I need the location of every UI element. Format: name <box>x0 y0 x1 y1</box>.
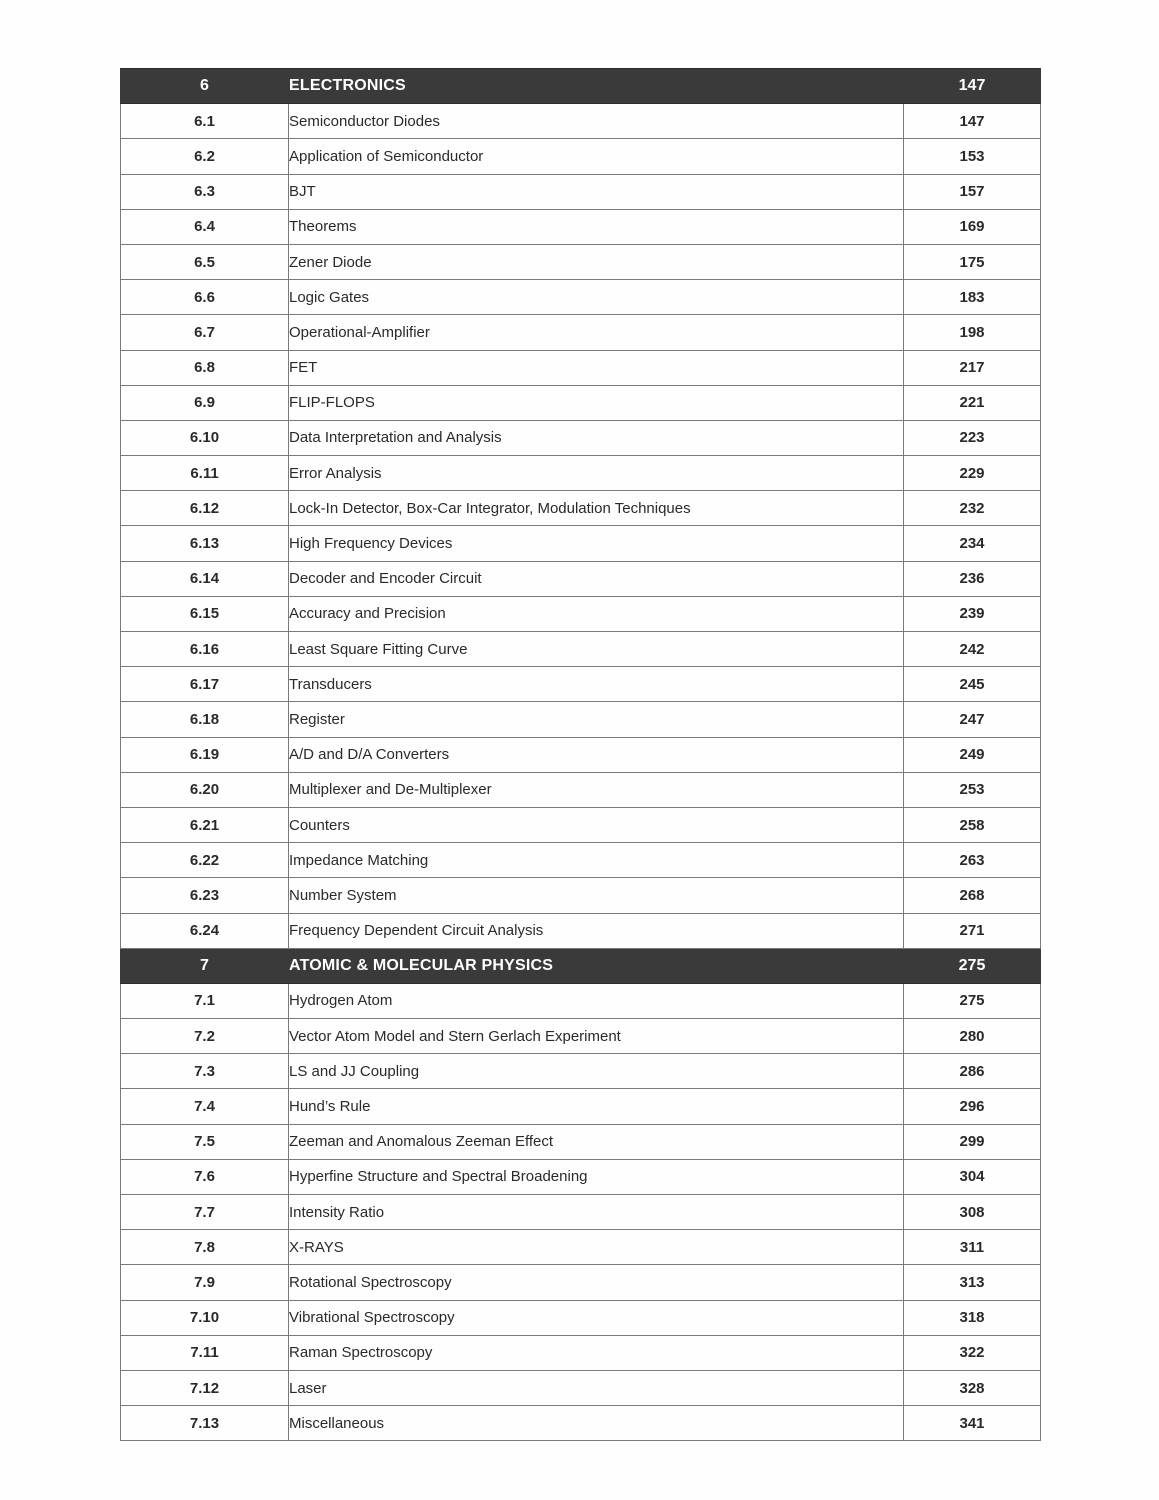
row-page-cell: 232 <box>904 491 1041 526</box>
row-page-cell: 217 <box>904 350 1041 385</box>
row-page-cell: 258 <box>904 807 1041 842</box>
row-page-cell: 229 <box>904 456 1041 491</box>
row-number-cell: 7.1 <box>121 983 289 1018</box>
section-title-cell: ATOMIC & MOLECULAR PHYSICS <box>289 948 904 983</box>
row-number-cell: 6.12 <box>121 491 289 526</box>
row-number-cell: 7.5 <box>121 1124 289 1159</box>
row-number-cell: 7.7 <box>121 1195 289 1230</box>
row-number-cell: 7.13 <box>121 1406 289 1441</box>
row-number-cell: 7.6 <box>121 1159 289 1194</box>
table-row <box>121 1124 1041 1159</box>
row-number-cell: 6.3 <box>121 174 289 209</box>
row-title-cell: Least Square Fitting Curve <box>289 632 904 667</box>
row-number-cell: 6.20 <box>121 772 289 807</box>
row-title-cell: Operational-Amplifier <box>289 315 904 350</box>
table-row <box>121 491 1041 526</box>
row-title-cell: Vibrational Spectroscopy <box>289 1300 904 1335</box>
row-number-cell: 6.13 <box>121 526 289 561</box>
table-row <box>121 913 1041 948</box>
row-number-cell: 6.17 <box>121 667 289 702</box>
row-page-cell: 175 <box>904 244 1041 279</box>
row-page-cell: 198 <box>904 315 1041 350</box>
row-title-cell: Miscellaneous <box>289 1406 904 1441</box>
row-number-cell: 6.24 <box>121 913 289 948</box>
row-title-cell: Number System <box>289 878 904 913</box>
table-row <box>121 1370 1041 1405</box>
table-row <box>121 1054 1041 1089</box>
row-title-cell: Hyperfine Structure and Spectral Broadening <box>289 1159 904 1194</box>
table-row <box>121 350 1041 385</box>
row-page-cell: 234 <box>904 526 1041 561</box>
row-number-cell: 6.23 <box>121 878 289 913</box>
row-number-cell: 7.2 <box>121 1019 289 1054</box>
row-page-cell: 271 <box>904 913 1041 948</box>
row-title-cell: Laser <box>289 1370 904 1405</box>
row-title-cell: Register <box>289 702 904 737</box>
row-page-cell: 318 <box>904 1300 1041 1335</box>
table-row <box>121 843 1041 878</box>
section-page-cell: 275 <box>904 948 1041 983</box>
row-number-cell: 6.15 <box>121 596 289 631</box>
table-row <box>121 807 1041 842</box>
row-page-cell: 296 <box>904 1089 1041 1124</box>
table-row <box>121 772 1041 807</box>
row-page-cell: 236 <box>904 561 1041 596</box>
section-title-cell: ELECTRONICS <box>289 69 904 104</box>
table-row <box>121 667 1041 702</box>
row-title-cell: A/D and D/A Converters <box>289 737 904 772</box>
table-of-contents <box>120 68 1041 1441</box>
table-row <box>121 1089 1041 1124</box>
row-number-cell: 6.6 <box>121 280 289 315</box>
row-title-cell: Counters <box>289 807 904 842</box>
row-title-cell: Decoder and Encoder Circuit <box>289 561 904 596</box>
section-number-cell: 6 <box>121 69 289 104</box>
row-page-cell: 253 <box>904 772 1041 807</box>
row-title-cell: Error Analysis <box>289 456 904 491</box>
row-title-cell: BJT <box>289 174 904 209</box>
row-title-cell: Hund’s Rule <box>289 1089 904 1124</box>
table-row <box>121 1019 1041 1054</box>
row-title-cell: Rotational Spectroscopy <box>289 1265 904 1300</box>
section-page-cell: 147 <box>904 69 1041 104</box>
table-row <box>121 1265 1041 1300</box>
table-row <box>121 702 1041 737</box>
row-title-cell: Logic Gates <box>289 280 904 315</box>
row-page-cell: 322 <box>904 1335 1041 1370</box>
row-title-cell: Zeeman and Anomalous Zeeman Effect <box>289 1124 904 1159</box>
row-number-cell: 6.16 <box>121 632 289 667</box>
table-row <box>121 737 1041 772</box>
table-row <box>121 632 1041 667</box>
row-page-cell: 268 <box>904 878 1041 913</box>
row-page-cell: 157 <box>904 174 1041 209</box>
table-row <box>121 561 1041 596</box>
row-title-cell: Raman Spectroscopy <box>289 1335 904 1370</box>
row-title-cell: Impedance Matching <box>289 843 904 878</box>
row-page-cell: 275 <box>904 983 1041 1018</box>
row-page-cell: 147 <box>904 104 1041 139</box>
row-title-cell: Transducers <box>289 667 904 702</box>
table-row <box>121 983 1041 1018</box>
row-title-cell: Semiconductor Diodes <box>289 104 904 139</box>
section-header-row <box>121 69 1041 104</box>
row-page-cell: 223 <box>904 420 1041 455</box>
row-title-cell: X-RAYS <box>289 1230 904 1265</box>
row-page-cell: 239 <box>904 596 1041 631</box>
row-number-cell: 6.4 <box>121 209 289 244</box>
row-number-cell: 7.9 <box>121 1265 289 1300</box>
row-page-cell: 286 <box>904 1054 1041 1089</box>
table-row <box>121 420 1041 455</box>
table-row <box>121 209 1041 244</box>
table-row <box>121 1406 1041 1441</box>
row-number-cell: 6.5 <box>121 244 289 279</box>
row-page-cell: 304 <box>904 1159 1041 1194</box>
row-page-cell: 341 <box>904 1406 1041 1441</box>
row-title-cell: Frequency Dependent Circuit Analysis <box>289 913 904 948</box>
table-row <box>121 385 1041 420</box>
table-row <box>121 244 1041 279</box>
table-row <box>121 526 1041 561</box>
row-page-cell: 169 <box>904 209 1041 244</box>
row-title-cell: LS and JJ Coupling <box>289 1054 904 1089</box>
table-row <box>121 1300 1041 1335</box>
row-number-cell: 6.7 <box>121 315 289 350</box>
section-header-row <box>121 948 1041 983</box>
row-number-cell: 7.4 <box>121 1089 289 1124</box>
row-number-cell: 6.2 <box>121 139 289 174</box>
table-row <box>121 596 1041 631</box>
row-page-cell: 153 <box>904 139 1041 174</box>
row-page-cell: 245 <box>904 667 1041 702</box>
table-row <box>121 315 1041 350</box>
row-page-cell: 311 <box>904 1230 1041 1265</box>
row-page-cell: 299 <box>904 1124 1041 1159</box>
row-number-cell: 7.8 <box>121 1230 289 1265</box>
row-number-cell: 7.12 <box>121 1370 289 1405</box>
table-row <box>121 280 1041 315</box>
row-title-cell: Accuracy and Precision <box>289 596 904 631</box>
table-row <box>121 174 1041 209</box>
row-title-cell: Hydrogen Atom <box>289 983 904 1018</box>
row-title-cell: Theorems <box>289 209 904 244</box>
row-number-cell: 6.22 <box>121 843 289 878</box>
row-number-cell: 6.9 <box>121 385 289 420</box>
row-title-cell: High Frequency Devices <box>289 526 904 561</box>
table-row <box>121 1159 1041 1194</box>
row-title-cell: Data Interpretation and Analysis <box>289 420 904 455</box>
table-row <box>121 456 1041 491</box>
row-title-cell: FET <box>289 350 904 385</box>
row-page-cell: 308 <box>904 1195 1041 1230</box>
table-row <box>121 878 1041 913</box>
row-number-cell: 6.8 <box>121 350 289 385</box>
row-title-cell: Intensity Ratio <box>289 1195 904 1230</box>
row-number-cell: 7.11 <box>121 1335 289 1370</box>
table-row <box>121 1335 1041 1370</box>
row-number-cell: 6.14 <box>121 561 289 596</box>
row-title-cell: Zener Diode <box>289 244 904 279</box>
table-row <box>121 104 1041 139</box>
row-title-cell: Multiplexer and De-Multiplexer <box>289 772 904 807</box>
row-page-cell: 221 <box>904 385 1041 420</box>
table-row <box>121 1195 1041 1230</box>
row-page-cell: 328 <box>904 1370 1041 1405</box>
section-number-cell: 7 <box>121 948 289 983</box>
row-number-cell: 7.10 <box>121 1300 289 1335</box>
row-number-cell: 7.3 <box>121 1054 289 1089</box>
row-page-cell: 183 <box>904 280 1041 315</box>
row-number-cell: 6.18 <box>121 702 289 737</box>
row-page-cell: 280 <box>904 1019 1041 1054</box>
row-number-cell: 6.21 <box>121 807 289 842</box>
table-row <box>121 139 1041 174</box>
row-title-cell: Application of Semiconductor <box>289 139 904 174</box>
row-number-cell: 6.10 <box>121 420 289 455</box>
row-title-cell: FLIP-FLOPS <box>289 385 904 420</box>
row-number-cell: 6.19 <box>121 737 289 772</box>
row-title-cell: Lock-In Detector, Box-Car Integrator, Modulation Techniques <box>289 491 904 526</box>
row-page-cell: 242 <box>904 632 1041 667</box>
table-row <box>121 1230 1041 1265</box>
row-page-cell: 249 <box>904 737 1041 772</box>
row-page-cell: 313 <box>904 1265 1041 1300</box>
row-number-cell: 6.11 <box>121 456 289 491</box>
row-page-cell: 263 <box>904 843 1041 878</box>
row-page-cell: 247 <box>904 702 1041 737</box>
row-title-cell: Vector Atom Model and Stern Gerlach Experiment <box>289 1019 904 1054</box>
row-number-cell: 6.1 <box>121 104 289 139</box>
